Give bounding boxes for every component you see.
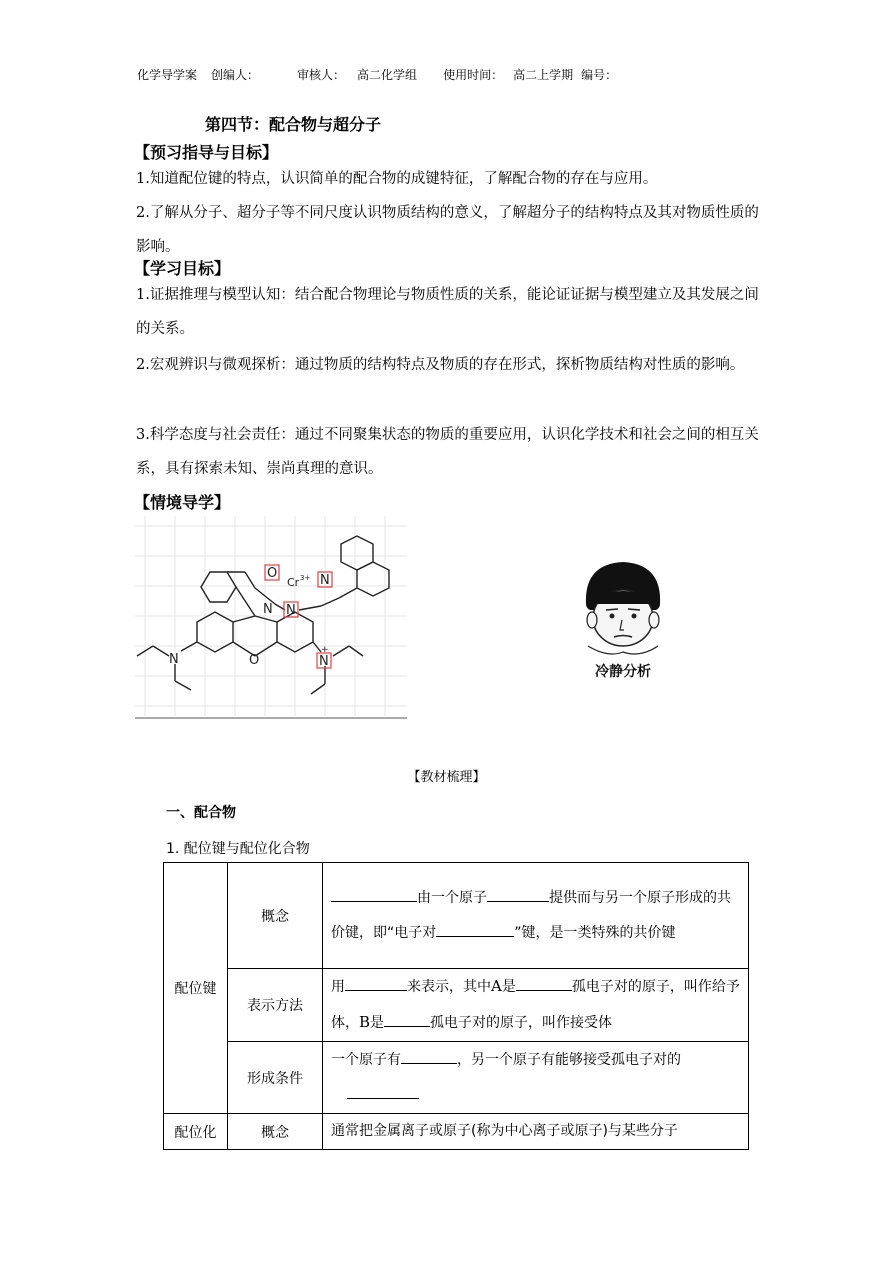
page-title: 第四节：配合物与超分子 <box>205 115 382 134</box>
table-cell-condition-label: 形成条件 <box>228 1042 323 1114</box>
blank-field[interactable] <box>384 1012 430 1027</box>
blank-field[interactable] <box>436 922 514 937</box>
molecule-label-cr: Cr <box>287 576 300 589</box>
header-number-label: 编号： <box>581 68 618 82</box>
preview-item-1: 1.知道配位键的特点，认识简单的配合物的成键特征，了解配合物的存在与应用。 <box>136 171 658 187</box>
table-cell-compound-concept-label: 概念 <box>228 1114 323 1150</box>
table-cell-notation-label: 表示方法 <box>228 969 323 1042</box>
page-header <box>137 66 617 83</box>
molecule-label-n-quinoline: N <box>320 573 330 588</box>
header-time-label: 使用时间： <box>443 68 504 82</box>
table-cell-bond-category: 配位键 <box>164 863 228 1114</box>
molecule-label-n-hydrazone: N <box>286 603 296 618</box>
molecule-label-n-amine: N <box>169 652 179 667</box>
subsection-coordinate-bond: 1. 配位键与配位化合物 <box>166 841 310 857</box>
preview-heading: 【预习指导与目标】 <box>134 143 279 162</box>
header-subject: 化学导学案 <box>137 68 198 82</box>
situation-heading: 【情境导学】 <box>134 493 231 512</box>
meme-image <box>548 546 698 696</box>
coordinate-bond-table <box>163 862 749 1150</box>
molecule-label-o: O <box>267 566 278 581</box>
preview-item-2: 2.了解从分子、超分子等不同尺度认识物质结构的意义，了解超分子的结构特点及其对物质性质的影响。 <box>136 205 759 255</box>
table-cell-compound-category: 配位化 <box>164 1114 228 1150</box>
table-cell-concept-content: 由一个原子 提供而与另一个原子形成的共价键，即“电子对 ”键，是一类特殊的共价键 <box>323 863 749 969</box>
table-cell-condition-content: 一个原子有 ，另一个原子有能够接受孤电子对的 <box>323 1042 749 1114</box>
material-heading: 【教材梳理】 <box>407 770 486 785</box>
section-complexes: 一、配合物 <box>166 805 236 821</box>
blank-field[interactable] <box>487 887 549 902</box>
header-creator-label: 创编人： <box>211 68 260 82</box>
table-cell-concept-label: 概念 <box>228 863 323 969</box>
header-reviewer: 高二化学组 <box>357 68 418 82</box>
header-reviewer-label: 审核人： <box>297 68 346 82</box>
blank-field[interactable] <box>331 887 417 902</box>
blank-field[interactable] <box>516 976 572 991</box>
molecule-label-n-imine: N <box>263 602 273 617</box>
goals-item-2: 2.宏观辨识与微观探析：通过物质的结构特点及物质的存在形式，探析物质结构对性质的影响。 <box>136 357 745 373</box>
molecule-label-o-ring: O <box>249 653 260 668</box>
molecule-label-plus: + <box>321 645 329 655</box>
goals-heading: 【学习目标】 <box>134 259 231 278</box>
molecule-label-cr-charge: 3+ <box>300 574 311 582</box>
molecule-label-n-plus: N <box>319 654 329 669</box>
blank-field[interactable] <box>345 976 407 991</box>
blank-field[interactable] <box>347 1084 419 1099</box>
goals-item-3: 3.科学态度与社会责任：通过不同聚集状态的物质的重要应用，认识化学技术和社会之间的相互关系，具有探索未知、崇尚真理的意识。 <box>136 427 759 477</box>
table-cell-compound-concept-content: 通常把金属离子或原子(称为中心离子或原子)与某些分子 <box>323 1114 749 1150</box>
blank-field[interactable] <box>401 1049 457 1064</box>
molecule-structure-figure <box>135 516 407 719</box>
goals-item-1: 1.证据推理与模型认知：结合配合物理论与物质性质的关系，能论证证据与模型建立及其发展之间的关系。 <box>136 287 759 337</box>
header-time: 高二上学期 <box>513 68 574 82</box>
meme-caption: 冷静分析 <box>595 664 651 680</box>
table-cell-notation-content: 用 来表示，其中A是 孤电子对的原子，叫作给予体，B是 孤电子对的原子，叫作接受体 <box>323 969 749 1042</box>
